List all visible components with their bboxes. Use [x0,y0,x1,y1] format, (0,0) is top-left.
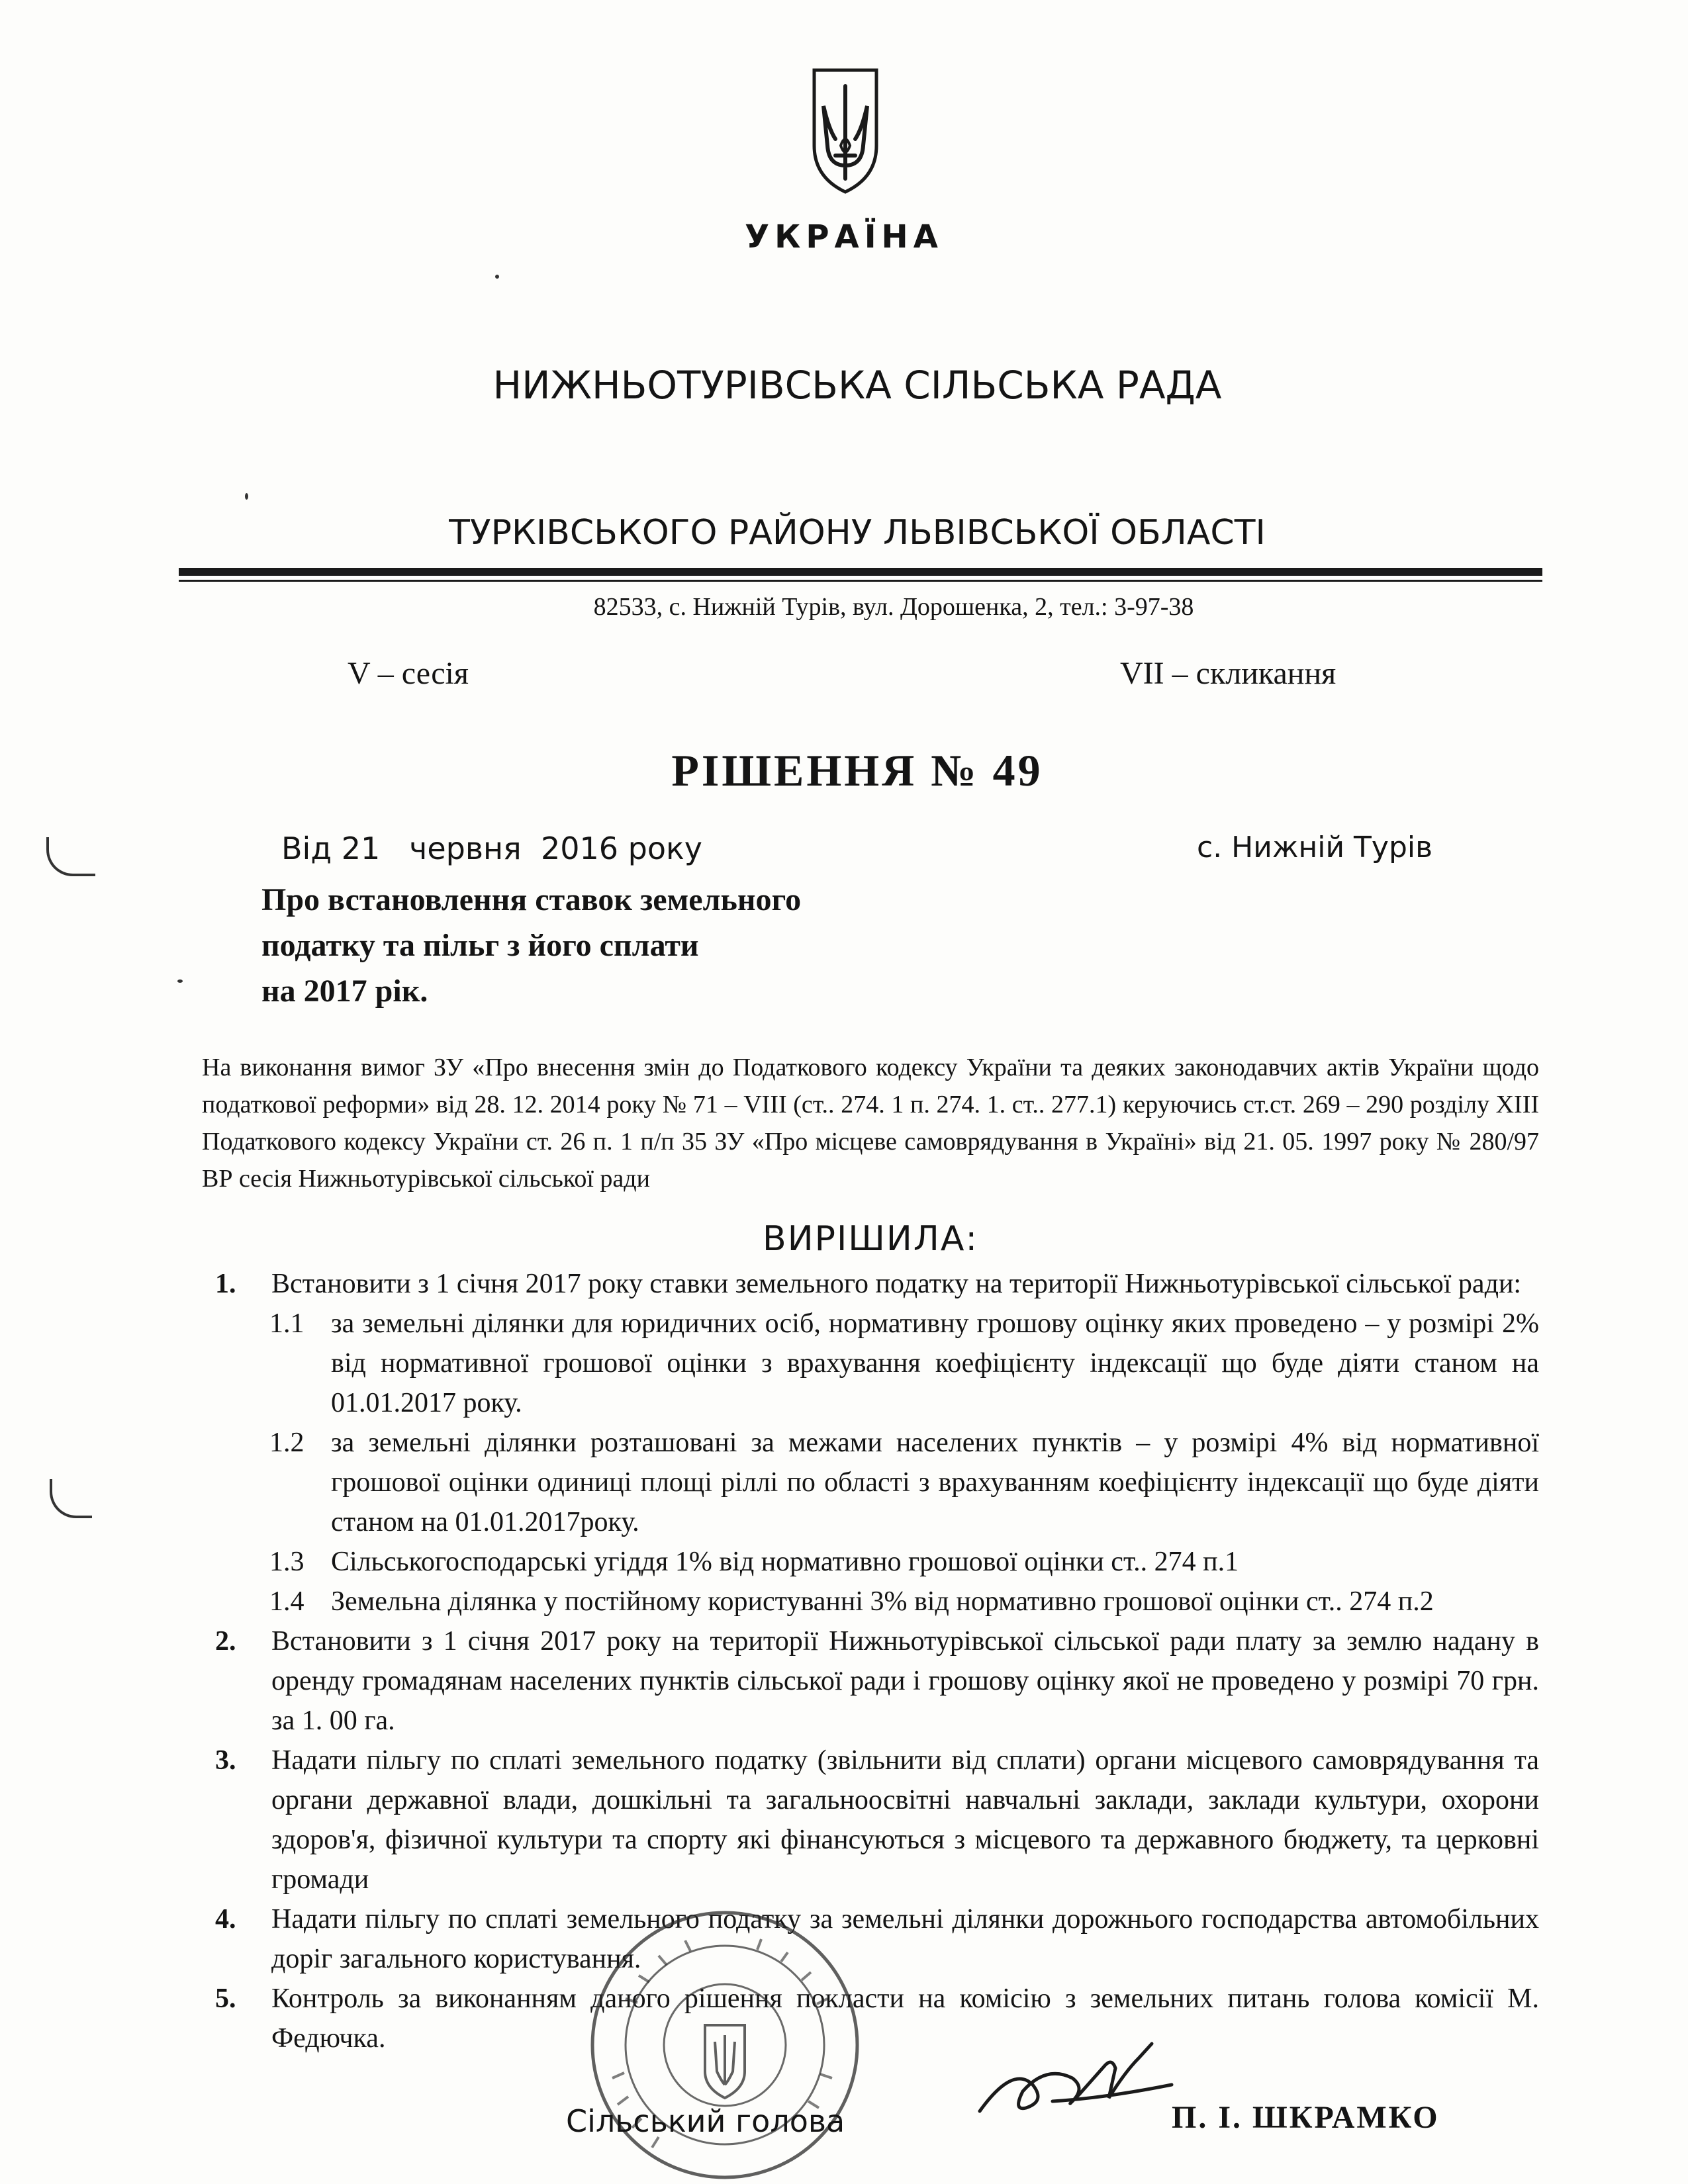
handwritten-signature-icon [973,2038,1178,2131]
subject-line: Про встановлення ставок земельного [261,882,802,917]
item-number: 3. [215,1745,236,1776]
resolved-heading: ВИРІШИЛА: [763,1219,978,1259]
subitem-number: 1.3 [269,1547,305,1577]
country-name: УКРАЇНА [745,218,943,255]
header-rule-thin [179,580,1542,582]
item-number: 5. [215,1983,236,2014]
signatory-title: Сільський голова [566,2103,845,2139]
item-text: Надати пільгу по сплаті земельного податку за земельні ділянки дорожнього господарства автомобільних доріг загального користування. [271,1904,1539,1974]
scan-arc [50,1479,92,1518]
decision-place: с. Нижній Турів [1197,831,1433,864]
subject-line: податку та пільг з його сплати [261,928,699,963]
subitem-number: 1.2 [269,1428,305,1458]
scan-speck [245,493,248,500]
list-item [215,1621,1539,1741]
subitem-text: Земельна ділянка у постійному користуванні 3% від нормативно грошової оцінки ст.. 274 п.2 [331,1586,1434,1617]
subitem-text: за земельні ділянки для юридичних осіб, нормативну грошову оцінку яких проведено – у розмірі 2% від нормативної грошової оцінки з врахування коефіцієнту індексації що буде діяти станом на 01.01.2017 року. [331,1308,1539,1418]
list-item [215,1264,1539,1304]
subitem-text: за земельні ділянки розташовані за межами населених пунктів – у розмірі 4% від нормативної грошової оцінки одиниці площі ріллі по області з врахуванням коефіцієнту індексації що буде діяти станом на 01.01.2017року. [331,1428,1539,1537]
sub-list-item [215,1423,1539,1542]
decision-title: РІШЕННЯ № 49 [671,745,1043,796]
scan-speck [495,275,499,279]
scan-speck [177,979,183,983]
sub-list-item [215,1582,1539,1621]
item-text: Встановити з 1 січня 2017 року ставки земельного податку на території Нижньотурівської сільської ради: [271,1269,1522,1299]
subitem-number: 1.1 [269,1308,305,1339]
convocation-number: VII – скликання [1120,656,1336,691]
sub-list-item [215,1542,1539,1582]
council-name: НИЖНЬОТУРІВСЬКА СІЛЬСЬКА РАДА [492,363,1222,408]
item-number: 4. [215,1904,236,1934]
item-text: Надати пільгу по сплаті земельного податку (звільнити від сплати) органи місцевого самоврядування та органи державної влади, дошкільні та загальноосвітні навчальні заклади, заклади культури, охорони здоров'я, фізичної культури та спорту які фінансуються з місцевого та державного бюджету, та церковні громади [271,1745,1539,1895]
subitem-number: 1.4 [269,1586,305,1617]
subject-line: на 2017 рік. [261,974,428,1009]
decision-date: Від 21 червня 2016 року [281,831,702,866]
list-item [215,1741,1539,1899]
scan-arc [46,837,95,876]
subitem-text: Сільськогосподарські угіддя 1% від нормативно грошової оцінки ст.. 274 п.1 [331,1547,1239,1577]
session-number: V – сесія [348,656,469,691]
item-text: Контроль за виконанням даного рішення покласти на комісію з земельних питань голова комісії М. Федючка. [271,1983,1539,2054]
list-item [215,1899,1539,1979]
preamble: На виконання вимог ЗУ «Про внесення змін до Податкового кодексу України та деяких законодавчих актів України щодо податкової реформи» від 28. 12. 2014 року № 71 – VIII (ст.. 274. 1 п. 274. 1. ст.. 277.1) керуючись ст.ст. 269 – 290 розділу XIII Податкового кодексу України ст. 26 п. 1 п/п 35 ЗУ «Про місцеве самоврядування в Україні» від 21. 05. 1997 року № 280/97 ВР сесія Нижньотурівської сільської ради [202,1054,1539,1193]
sub-list-item [215,1304,1539,1423]
decision-subject [261,877,801,1014]
round-council-seal-icon [586,1906,864,2184]
item-number: 2. [215,1626,236,1657]
list-item [215,1979,1539,2058]
district-name: ТУРКІВСЬКОГО РАЙОНУ ЛЬВІВСЬКОЇ ОБЛАСТІ [449,513,1266,553]
council-address: 82533, с. Нижній Турів, вул. Дорошенка, 2, тел.: 3-97-38 [593,593,1194,621]
header-rule-thick [179,568,1542,576]
signatory-name: П. І. ШКРАМКО [1172,2100,1440,2135]
item-text: Встановити з 1 січня 2017 року на території Нижньотурівської сільської ради плату за землю надану в оренду громадянам населених пунктів сільської ради і грошову оцінку якої не проведено у розмірі 70 грн. за 1. 00 га. [271,1626,1539,1736]
item-number: 1. [215,1269,236,1299]
tryzub-coat-of-arms-icon [809,66,882,195]
decision-items [215,1264,1539,2058]
